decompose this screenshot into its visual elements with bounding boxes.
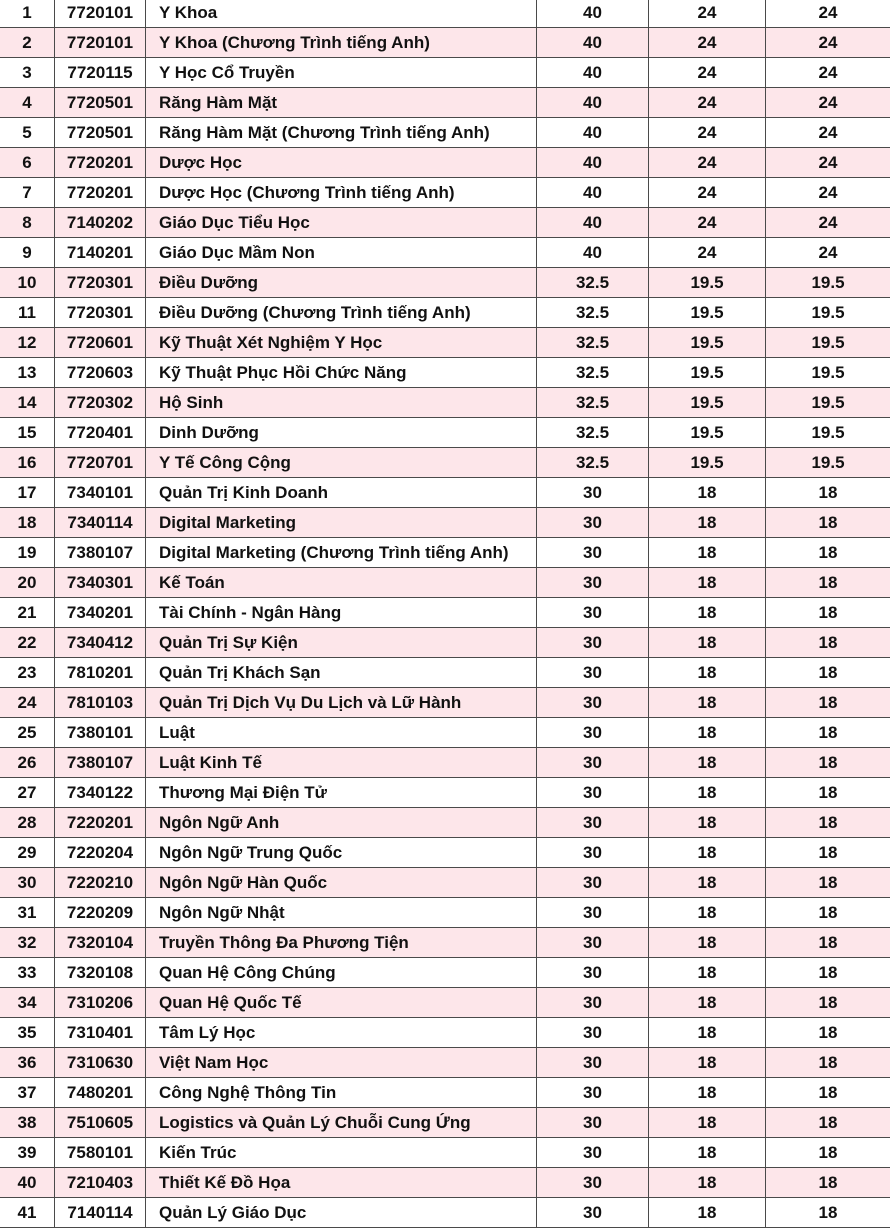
major-name-cell: Hộ Sinh — [146, 388, 537, 418]
major-name-cell: Điều Dưỡng — [146, 268, 537, 298]
major-name-cell: Truyền Thông Đa Phương Tiện — [146, 928, 537, 958]
major-name-cell: Y Tế Công Cộng — [146, 448, 537, 478]
table-row — [0, 928, 890, 958]
row-number-cell: 10 — [0, 268, 55, 298]
score-cell-3: 18 — [766, 1108, 890, 1138]
major-name-cell: Ngôn Ngữ Anh — [146, 808, 537, 838]
table-row — [0, 688, 890, 718]
score-cell-1: 30 — [537, 778, 649, 808]
row-number-cell: 3 — [0, 58, 55, 88]
table-row — [0, 808, 890, 838]
score-cell-2: 24 — [649, 88, 766, 118]
table-row — [0, 388, 890, 418]
table-row — [0, 1108, 890, 1138]
major-name-cell: Quản Lý Giáo Dục — [146, 1198, 537, 1228]
major-code-cell: 7720603 — [55, 358, 146, 388]
row-number-cell: 28 — [0, 808, 55, 838]
score-cell-2: 24 — [649, 28, 766, 58]
major-name-cell: Ngôn Ngữ Trung Quốc — [146, 838, 537, 868]
score-cell-2: 24 — [649, 178, 766, 208]
score-cell-3: 24 — [766, 208, 890, 238]
score-cell-2: 18 — [649, 808, 766, 838]
table-row — [0, 478, 890, 508]
score-cell-1: 40 — [537, 58, 649, 88]
score-cell-1: 30 — [537, 508, 649, 538]
major-code-cell: 7720101 — [55, 0, 146, 28]
score-cell-2: 19.5 — [649, 388, 766, 418]
major-name-cell: Tài Chính - Ngân Hàng — [146, 598, 537, 628]
major-name-cell: Digital Marketing (Chương Trình tiếng Anh) — [146, 538, 537, 568]
table-row — [0, 748, 890, 778]
table-row — [0, 598, 890, 628]
major-code-cell: 7140114 — [55, 1198, 146, 1228]
table-row — [0, 0, 890, 28]
major-code-cell: 7310401 — [55, 1018, 146, 1048]
major-name-cell: Giáo Dục Mầm Non — [146, 238, 537, 268]
major-code-cell: 7720301 — [55, 298, 146, 328]
major-name-cell: Quản Trị Dịch Vụ Du Lịch và Lữ Hành — [146, 688, 537, 718]
table-row — [0, 178, 890, 208]
score-cell-2: 24 — [649, 238, 766, 268]
score-cell-3: 18 — [766, 1198, 890, 1228]
table-row — [0, 328, 890, 358]
score-cell-3: 18 — [766, 538, 890, 568]
score-cell-1: 32.5 — [537, 358, 649, 388]
score-cell-1: 30 — [537, 1138, 649, 1168]
score-cell-2: 19.5 — [649, 298, 766, 328]
major-name-cell: Kiến Trúc — [146, 1138, 537, 1168]
score-cell-1: 40 — [537, 178, 649, 208]
major-name-cell: Y Khoa (Chương Trình tiếng Anh) — [146, 28, 537, 58]
score-cell-2: 18 — [649, 568, 766, 598]
score-cell-3: 18 — [766, 778, 890, 808]
major-name-cell: Thiết Kế Đồ Họa — [146, 1168, 537, 1198]
major-code-cell: 7340301 — [55, 568, 146, 598]
table-row — [0, 268, 890, 298]
major-name-cell: Răng Hàm Mặt — [146, 88, 537, 118]
major-code-cell: 7340122 — [55, 778, 146, 808]
score-cell-2: 19.5 — [649, 358, 766, 388]
row-number-cell: 31 — [0, 898, 55, 928]
score-cell-1: 30 — [537, 538, 649, 568]
major-code-cell: 7380107 — [55, 538, 146, 568]
score-cell-3: 18 — [766, 898, 890, 928]
score-cell-1: 40 — [537, 88, 649, 118]
score-cell-3: 24 — [766, 88, 890, 118]
row-number-cell: 16 — [0, 448, 55, 478]
score-cell-1: 32.5 — [537, 418, 649, 448]
row-number-cell: 33 — [0, 958, 55, 988]
major-code-cell: 7140202 — [55, 208, 146, 238]
row-number-cell: 20 — [0, 568, 55, 598]
major-code-cell: 7310206 — [55, 988, 146, 1018]
major-name-cell: Kỹ Thuật Phục Hồi Chức Năng — [146, 358, 537, 388]
table-row — [0, 658, 890, 688]
major-code-cell: 7720701 — [55, 448, 146, 478]
row-number-cell: 26 — [0, 748, 55, 778]
table-row — [0, 88, 890, 118]
score-cell-1: 40 — [537, 238, 649, 268]
major-code-cell: 7720201 — [55, 178, 146, 208]
major-name-cell: Quản Trị Sự Kiện — [146, 628, 537, 658]
score-cell-2: 18 — [649, 538, 766, 568]
table-row — [0, 238, 890, 268]
table-row — [0, 418, 890, 448]
table-row — [0, 778, 890, 808]
score-cell-2: 18 — [649, 838, 766, 868]
table-row — [0, 118, 890, 148]
table-row — [0, 1138, 890, 1168]
score-cell-1: 30 — [537, 1108, 649, 1138]
major-code-cell: 7720401 — [55, 418, 146, 448]
row-number-cell: 23 — [0, 658, 55, 688]
score-cell-1: 30 — [537, 568, 649, 598]
score-cell-2: 18 — [649, 478, 766, 508]
major-name-cell: Dinh Dưỡng — [146, 418, 537, 448]
score-cell-2: 19.5 — [649, 268, 766, 298]
row-number-cell: 7 — [0, 178, 55, 208]
score-cell-3: 19.5 — [766, 358, 890, 388]
score-cell-1: 30 — [537, 1048, 649, 1078]
score-cell-1: 32.5 — [537, 388, 649, 418]
table-row — [0, 538, 890, 568]
major-name-cell: Quan Hệ Quốc Tế — [146, 988, 537, 1018]
table-row — [0, 28, 890, 58]
major-name-cell: Kỹ Thuật Xét Nghiệm Y Học — [146, 328, 537, 358]
score-cell-1: 30 — [537, 598, 649, 628]
major-name-cell: Ngôn Ngữ Hàn Quốc — [146, 868, 537, 898]
major-name-cell: Ngôn Ngữ Nhật — [146, 898, 537, 928]
major-name-cell: Công Nghệ Thông Tin — [146, 1078, 537, 1108]
row-number-cell: 30 — [0, 868, 55, 898]
score-cell-3: 18 — [766, 478, 890, 508]
major-name-cell: Kế Toán — [146, 568, 537, 598]
score-cell-2: 24 — [649, 148, 766, 178]
score-cell-3: 24 — [766, 28, 890, 58]
score-cell-1: 32.5 — [537, 328, 649, 358]
table-row — [0, 358, 890, 388]
row-number-cell: 25 — [0, 718, 55, 748]
score-cell-2: 18 — [649, 1078, 766, 1108]
score-cell-1: 40 — [537, 28, 649, 58]
major-code-cell: 7720501 — [55, 118, 146, 148]
score-cell-3: 19.5 — [766, 268, 890, 298]
score-cell-1: 30 — [537, 688, 649, 718]
major-name-cell: Luật — [146, 718, 537, 748]
score-cell-1: 30 — [537, 748, 649, 778]
score-cell-1: 30 — [537, 958, 649, 988]
major-code-cell: 7140201 — [55, 238, 146, 268]
score-cell-2: 18 — [649, 628, 766, 658]
score-cell-2: 24 — [649, 118, 766, 148]
major-code-cell: 7340101 — [55, 478, 146, 508]
score-cell-2: 18 — [649, 1018, 766, 1048]
row-number-cell: 24 — [0, 688, 55, 718]
score-cell-3: 18 — [766, 1018, 890, 1048]
score-cell-3: 19.5 — [766, 328, 890, 358]
score-cell-2: 18 — [649, 1048, 766, 1078]
major-name-cell: Thương Mại Điện Tử — [146, 778, 537, 808]
score-cell-1: 30 — [537, 898, 649, 928]
row-number-cell: 14 — [0, 388, 55, 418]
score-cell-1: 32.5 — [537, 448, 649, 478]
row-number-cell: 12 — [0, 328, 55, 358]
score-cell-1: 30 — [537, 658, 649, 688]
major-code-cell: 7310630 — [55, 1048, 146, 1078]
major-code-cell: 7380107 — [55, 748, 146, 778]
major-code-cell: 7720201 — [55, 148, 146, 178]
score-cell-3: 19.5 — [766, 448, 890, 478]
score-cell-2: 18 — [649, 988, 766, 1018]
major-code-cell: 7340412 — [55, 628, 146, 658]
score-cell-3: 18 — [766, 1048, 890, 1078]
major-name-cell: Quản Trị Khách Sạn — [146, 658, 537, 688]
score-cell-3: 18 — [766, 958, 890, 988]
major-code-cell: 7220201 — [55, 808, 146, 838]
score-cell-2: 18 — [649, 748, 766, 778]
score-cell-2: 24 — [649, 0, 766, 28]
major-code-cell: 7340201 — [55, 598, 146, 628]
score-cell-1: 30 — [537, 1198, 649, 1228]
score-cell-3: 24 — [766, 0, 890, 28]
score-cell-1: 30 — [537, 1018, 649, 1048]
row-number-cell: 17 — [0, 478, 55, 508]
score-cell-3: 19.5 — [766, 418, 890, 448]
score-cell-3: 18 — [766, 718, 890, 748]
major-code-cell: 7810201 — [55, 658, 146, 688]
table-row — [0, 58, 890, 88]
score-cell-1: 30 — [537, 1168, 649, 1198]
major-name-cell: Dược Học — [146, 148, 537, 178]
major-name-cell: Điều Dưỡng (Chương Trình tiếng Anh) — [146, 298, 537, 328]
score-cell-2: 18 — [649, 508, 766, 538]
major-code-cell: 7480201 — [55, 1078, 146, 1108]
score-cell-1: 30 — [537, 628, 649, 658]
row-number-cell: 40 — [0, 1168, 55, 1198]
score-cell-2: 24 — [649, 208, 766, 238]
major-name-cell: Răng Hàm Mặt (Chương Trình tiếng Anh) — [146, 118, 537, 148]
row-number-cell: 37 — [0, 1078, 55, 1108]
major-code-cell: 7320104 — [55, 928, 146, 958]
score-cell-2: 18 — [649, 1198, 766, 1228]
table-row — [0, 898, 890, 928]
score-cell-3: 18 — [766, 508, 890, 538]
row-number-cell: 15 — [0, 418, 55, 448]
major-code-cell: 7220209 — [55, 898, 146, 928]
row-number-cell: 9 — [0, 238, 55, 268]
row-number-cell: 34 — [0, 988, 55, 1018]
score-cell-2: 19.5 — [649, 448, 766, 478]
score-cell-3: 18 — [766, 988, 890, 1018]
score-cell-3: 19.5 — [766, 298, 890, 328]
table-row — [0, 628, 890, 658]
row-number-cell: 38 — [0, 1108, 55, 1138]
major-code-cell: 7720301 — [55, 268, 146, 298]
score-cell-1: 32.5 — [537, 298, 649, 328]
score-cell-3: 18 — [766, 868, 890, 898]
table-row — [0, 868, 890, 898]
table-row — [0, 838, 890, 868]
row-number-cell: 21 — [0, 598, 55, 628]
table-row — [0, 508, 890, 538]
table-row — [0, 298, 890, 328]
score-cell-1: 30 — [537, 1078, 649, 1108]
table-row — [0, 1078, 890, 1108]
score-cell-2: 19.5 — [649, 328, 766, 358]
major-code-cell: 7380101 — [55, 718, 146, 748]
score-cell-1: 30 — [537, 718, 649, 748]
row-number-cell: 35 — [0, 1018, 55, 1048]
major-name-cell: Y Học Cổ Truyền — [146, 58, 537, 88]
row-number-cell: 29 — [0, 838, 55, 868]
table-row — [0, 148, 890, 178]
score-cell-2: 18 — [649, 1108, 766, 1138]
score-cell-1: 30 — [537, 988, 649, 1018]
major-name-cell: Quản Trị Kinh Doanh — [146, 478, 537, 508]
major-code-cell: 7340114 — [55, 508, 146, 538]
row-number-cell: 4 — [0, 88, 55, 118]
table-row — [0, 718, 890, 748]
row-number-cell: 13 — [0, 358, 55, 388]
table-row — [0, 208, 890, 238]
score-cell-3: 18 — [766, 598, 890, 628]
major-name-cell: Giáo Dục Tiểu Học — [146, 208, 537, 238]
score-cell-3: 24 — [766, 238, 890, 268]
score-cell-3: 18 — [766, 808, 890, 838]
table-row — [0, 1018, 890, 1048]
major-name-cell: Quan Hệ Công Chúng — [146, 958, 537, 988]
table-row — [0, 958, 890, 988]
score-cell-1: 30 — [537, 838, 649, 868]
row-number-cell: 6 — [0, 148, 55, 178]
major-code-cell: 7210403 — [55, 1168, 146, 1198]
row-number-cell: 41 — [0, 1198, 55, 1228]
score-cell-1: 30 — [537, 868, 649, 898]
major-name-cell: Dược Học (Chương Trình tiếng Anh) — [146, 178, 537, 208]
major-code-cell: 7220210 — [55, 868, 146, 898]
score-cell-1: 32.5 — [537, 268, 649, 298]
major-name-cell: Y Khoa — [146, 0, 537, 28]
score-cell-3: 18 — [766, 688, 890, 718]
table-row — [0, 1168, 890, 1198]
score-cell-3: 18 — [766, 838, 890, 868]
major-name-cell: Logistics và Quản Lý Chuỗi Cung Ứng — [146, 1108, 537, 1138]
score-cell-2: 18 — [649, 778, 766, 808]
score-cell-2: 18 — [649, 688, 766, 718]
score-cell-2: 18 — [649, 928, 766, 958]
score-cell-2: 19.5 — [649, 418, 766, 448]
major-code-cell: 7720115 — [55, 58, 146, 88]
score-cell-2: 18 — [649, 718, 766, 748]
score-cell-3: 24 — [766, 118, 890, 148]
score-cell-1: 40 — [537, 208, 649, 238]
major-code-cell: 7720501 — [55, 88, 146, 118]
row-number-cell: 39 — [0, 1138, 55, 1168]
table-row — [0, 568, 890, 598]
score-cell-3: 18 — [766, 1138, 890, 1168]
major-code-cell: 7220204 — [55, 838, 146, 868]
major-code-cell: 7810103 — [55, 688, 146, 718]
major-code-cell: 7720601 — [55, 328, 146, 358]
score-cell-2: 18 — [649, 658, 766, 688]
row-number-cell: 36 — [0, 1048, 55, 1078]
score-cell-3: 24 — [766, 58, 890, 88]
row-number-cell: 27 — [0, 778, 55, 808]
major-name-cell: Digital Marketing — [146, 508, 537, 538]
score-cell-2: 18 — [649, 958, 766, 988]
major-code-cell: 7320108 — [55, 958, 146, 988]
score-cell-3: 18 — [766, 568, 890, 598]
table-row — [0, 1048, 890, 1078]
score-cell-3: 19.5 — [766, 388, 890, 418]
score-cell-3: 24 — [766, 148, 890, 178]
row-number-cell: 19 — [0, 538, 55, 568]
score-cell-2: 18 — [649, 598, 766, 628]
major-code-cell: 7580101 — [55, 1138, 146, 1168]
score-cell-3: 18 — [766, 1168, 890, 1198]
table-row — [0, 1198, 890, 1228]
row-number-cell: 22 — [0, 628, 55, 658]
row-number-cell: 11 — [0, 298, 55, 328]
row-number-cell: 18 — [0, 508, 55, 538]
score-cell-1: 40 — [537, 0, 649, 28]
score-cell-2: 18 — [649, 1168, 766, 1198]
major-name-cell: Tâm Lý Học — [146, 1018, 537, 1048]
row-number-cell: 5 — [0, 118, 55, 148]
score-cell-2: 18 — [649, 898, 766, 928]
score-cell-3: 18 — [766, 1078, 890, 1108]
major-name-cell: Việt Nam Học — [146, 1048, 537, 1078]
score-cell-3: 18 — [766, 748, 890, 778]
score-cell-1: 40 — [537, 148, 649, 178]
score-cell-2: 24 — [649, 58, 766, 88]
score-cell-1: 30 — [537, 928, 649, 958]
major-code-cell: 7720101 — [55, 28, 146, 58]
score-cell-1: 40 — [537, 118, 649, 148]
major-code-cell: 7510605 — [55, 1108, 146, 1138]
score-cell-3: 18 — [766, 628, 890, 658]
table-row — [0, 988, 890, 1018]
row-number-cell: 2 — [0, 28, 55, 58]
score-cell-1: 30 — [537, 478, 649, 508]
major-code-cell: 7720302 — [55, 388, 146, 418]
score-cell-3: 18 — [766, 928, 890, 958]
score-cell-2: 18 — [649, 868, 766, 898]
major-name-cell: Luật Kinh Tế — [146, 748, 537, 778]
table-row — [0, 448, 890, 478]
score-cell-3: 24 — [766, 178, 890, 208]
row-number-cell: 1 — [0, 0, 55, 28]
row-number-cell: 32 — [0, 928, 55, 958]
score-cell-2: 18 — [649, 1138, 766, 1168]
score-cell-3: 18 — [766, 658, 890, 688]
row-number-cell: 8 — [0, 208, 55, 238]
score-cell-1: 30 — [537, 808, 649, 838]
